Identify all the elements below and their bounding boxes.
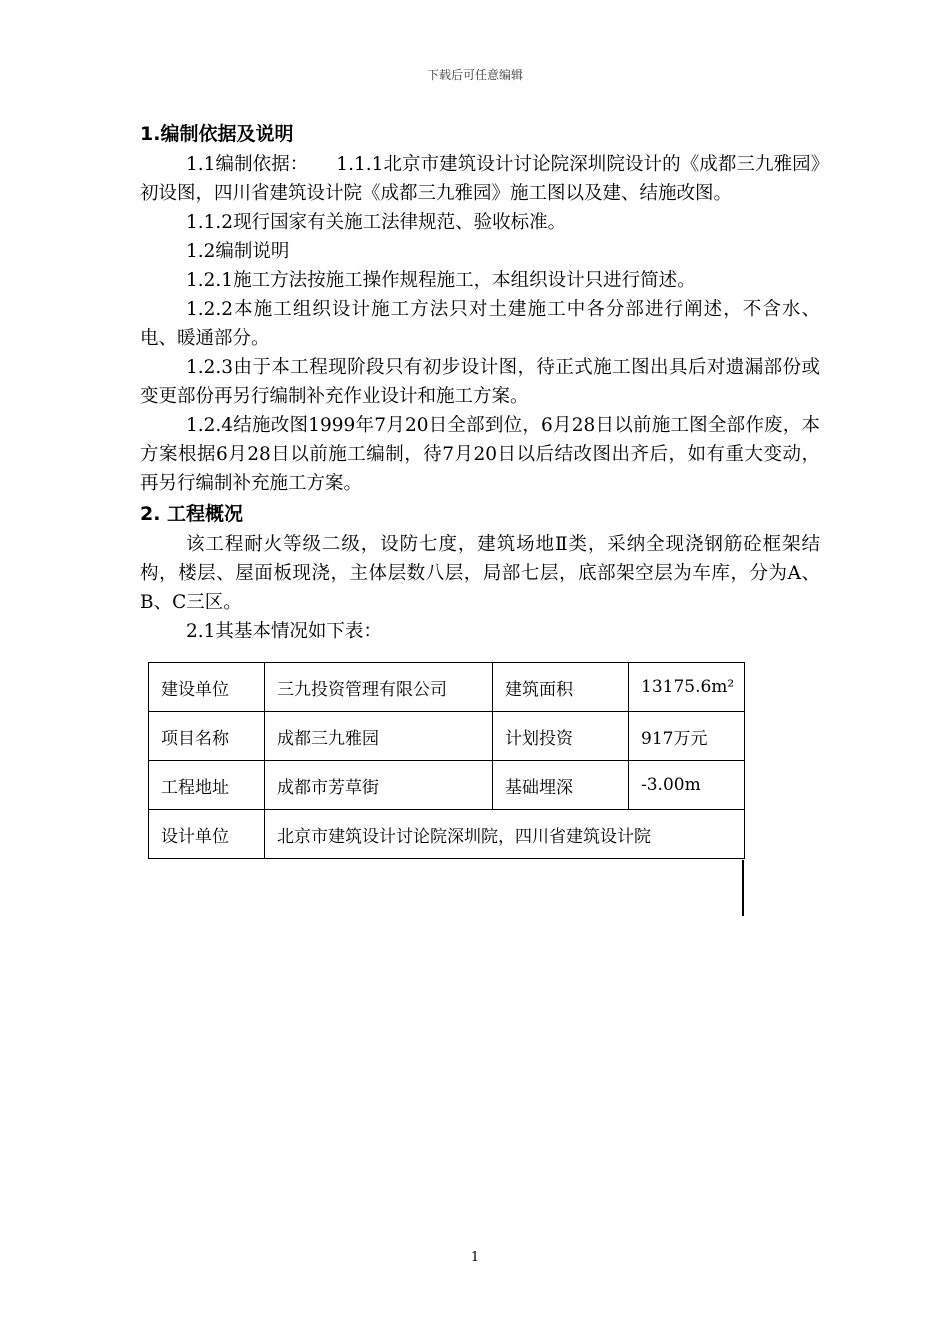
paragraph: 该工程耐火等级二级，设防七度，建筑场地Ⅱ类，采纳全现浇钢筋砼框架结构，楼层、屋面板现浇，主体层数八层，局部七层，底部架空层为车库，分为A、B、C三区。: [140, 534, 820, 613]
paragraph: 2.1其基本情况如下表：: [186, 621, 382, 642]
table-cell: 三九投资管理有限公司: [265, 663, 493, 712]
table-cell: 成都三九雅园: [265, 712, 493, 761]
table-cell: 工程地址: [149, 761, 265, 810]
table-cell: 917万元: [629, 712, 745, 761]
table-cell: 计划投资: [493, 712, 629, 761]
section-1-title: 1.编制依据及说明: [140, 123, 294, 145]
table-cell: -3.00m: [629, 761, 745, 810]
table-cell: 13175.6m²: [629, 663, 745, 712]
paragraph: 1.2.2本施工组织设计施工方法只对土建施工中各分部进行阐述，不含水、电、暖通部分。: [140, 299, 820, 349]
table-cell: 北京市建筑设计讨论院深圳院，四川省建筑设计院: [265, 810, 745, 859]
paragraph: 1.2.1施工方法按施工操作规程施工，本组织设计只进行简述。: [186, 270, 696, 291]
section-2-title: 2. 工程概况: [140, 503, 244, 525]
page-number: 1: [470, 1250, 480, 1265]
table-row: [149, 761, 745, 810]
paragraph: 1.1编制依据： 1.1.1北京市建筑设计讨论院深圳院设计的《成都三九雅园》初设图，四川省建筑设计院《成都三九雅园》施工图以及建、结施改图。: [140, 154, 820, 204]
table-row: [149, 712, 745, 761]
table-border-fragment: [742, 860, 744, 916]
table-cell: 基础埋深: [493, 761, 629, 810]
table-row: [149, 810, 745, 859]
table-cell: 建设单位: [149, 663, 265, 712]
page-header: 下载后可任意编辑: [426, 68, 523, 82]
table-cell: 成都市芳草街: [265, 761, 493, 810]
paragraph: 1.2编制说明: [186, 241, 290, 262]
table-row: [149, 663, 745, 712]
paragraph: 1.2.3由于本工程现阶段只有初步设计图，待正式施工图出具后对遗漏部份或变更部份再另行编制补充作业设计和施工方案。: [140, 357, 820, 407]
table-cell: 设计单位: [149, 810, 265, 859]
table-cell: 项目名称: [149, 712, 265, 761]
paragraph: 1.1.2现行国家有关施工法律规范、验收标准。: [186, 212, 567, 233]
paragraph: 1.2.4结施改图1999年7月20日全部到位，6月28日以前施工图全部作废，本方案根据6月28日以前施工编制，待7月20日以后结改图出齐后，如有重大变动，再另行编制补充施工方案。: [140, 415, 820, 494]
table-cell: 建筑面积: [493, 663, 629, 712]
project-info-table: [148, 662, 745, 859]
document-body: [140, 118, 820, 646]
